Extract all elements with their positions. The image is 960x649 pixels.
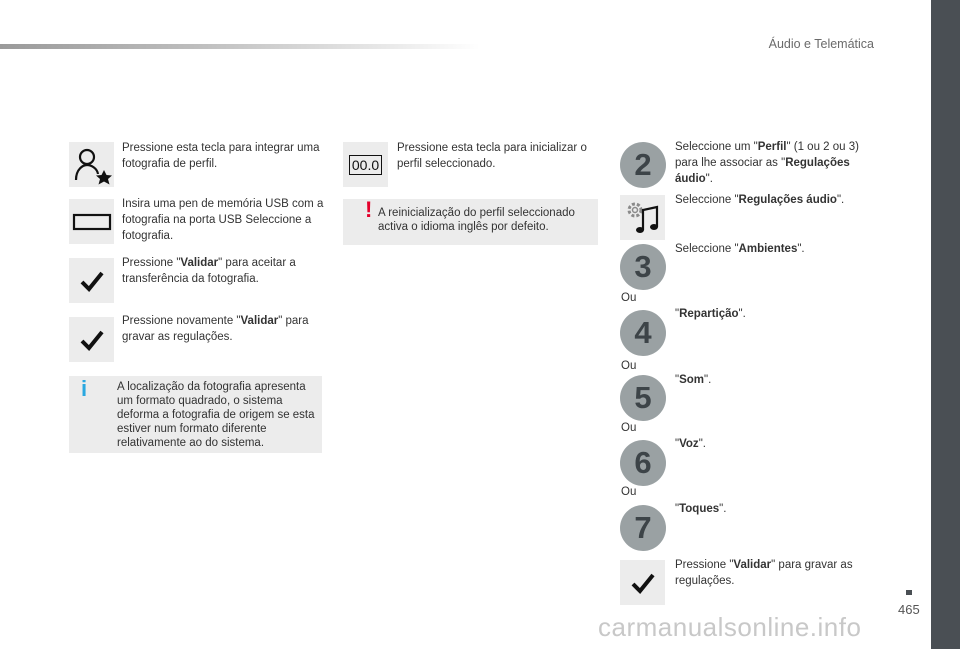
or-label: Ou (621, 360, 637, 372)
step-number-2: 2 (620, 142, 666, 188)
checkmark-icon (631, 572, 655, 594)
info-note (69, 376, 322, 453)
profile-photo-key[interactable] (69, 142, 114, 187)
reset-key-label: 00.0 (349, 155, 382, 175)
info-note-text: A localização da fotografia apresenta um formato quadrado, o sistema deforma a fotografia de origem se esta estiver num formato diferente relativamente ao do sistema. (117, 381, 315, 449)
chapter-sidebar (931, 0, 960, 649)
user-star-icon (71, 144, 113, 186)
validate-button-1[interactable] (69, 258, 114, 303)
option-som: "Som". (675, 374, 712, 386)
page-header-title: Áudio e Telemática (768, 37, 874, 51)
checkmark-icon (80, 329, 104, 351)
validate-button-3[interactable] (620, 560, 665, 605)
or-label: Ou (621, 292, 637, 304)
step-number-4: 4 (620, 310, 666, 356)
usb-slot-icon (71, 212, 113, 232)
step-select-ambientes: Seleccione "Ambientes". (675, 243, 805, 255)
option-reparticao: "Repartição". (675, 308, 746, 320)
step-usb: Insira uma pen de memória USB com a fotografia na porta USB Seleccione a fotografia. (122, 198, 324, 242)
checkmark-icon (80, 270, 104, 292)
step-final-validate: Pressione "Validar" para gravar as regulações. (675, 559, 853, 587)
warning-note-text: A reinicialização do perfil seleccionado activa o idioma inglês por defeito. (378, 207, 575, 233)
step-number-5: 5 (620, 375, 666, 421)
warning-icon: ! (365, 197, 373, 222)
step-validate-transfer: Pressione "Validar" para aceitar a transferência da fotografia. (122, 257, 296, 285)
or-label: Ou (621, 486, 637, 498)
usb-key[interactable] (69, 199, 114, 244)
or-label: Ou (621, 422, 637, 434)
step-select-audio-settings: Seleccione "Regulações áudio". (675, 194, 845, 206)
watermark: carmanualsonline.info (598, 612, 862, 642)
step-number-3: 3 (620, 244, 666, 290)
validate-button-2[interactable] (69, 317, 114, 362)
reset-key[interactable] (343, 142, 388, 187)
step-number-6: 6 (620, 440, 666, 486)
step-profile-photo: Pressione esta tecla para integrar uma fotografia de perfil. (122, 142, 320, 170)
header-rule (0, 44, 480, 49)
audio-settings-key[interactable] (620, 195, 665, 240)
page-number: 465 (898, 602, 920, 617)
warning-note (343, 199, 598, 245)
option-toques: "Toques". (675, 503, 727, 515)
reset-instruction: Pressione esta tecla para inicializar o perfil seleccionado. (397, 142, 587, 170)
audio-settings-icon (623, 198, 663, 238)
step-validate-save: Pressione novamente "Validar" para gravar as regulações. (122, 315, 309, 343)
step-select-profile: Seleccione um "Perfil" (1 ou 2 ou 3) para lhe associar as "Regulações áudio". (675, 141, 859, 185)
step-number-7: 7 (620, 505, 666, 551)
option-voz: "Voz". (675, 438, 706, 450)
info-icon: i (81, 376, 88, 401)
page-marker (906, 590, 912, 595)
